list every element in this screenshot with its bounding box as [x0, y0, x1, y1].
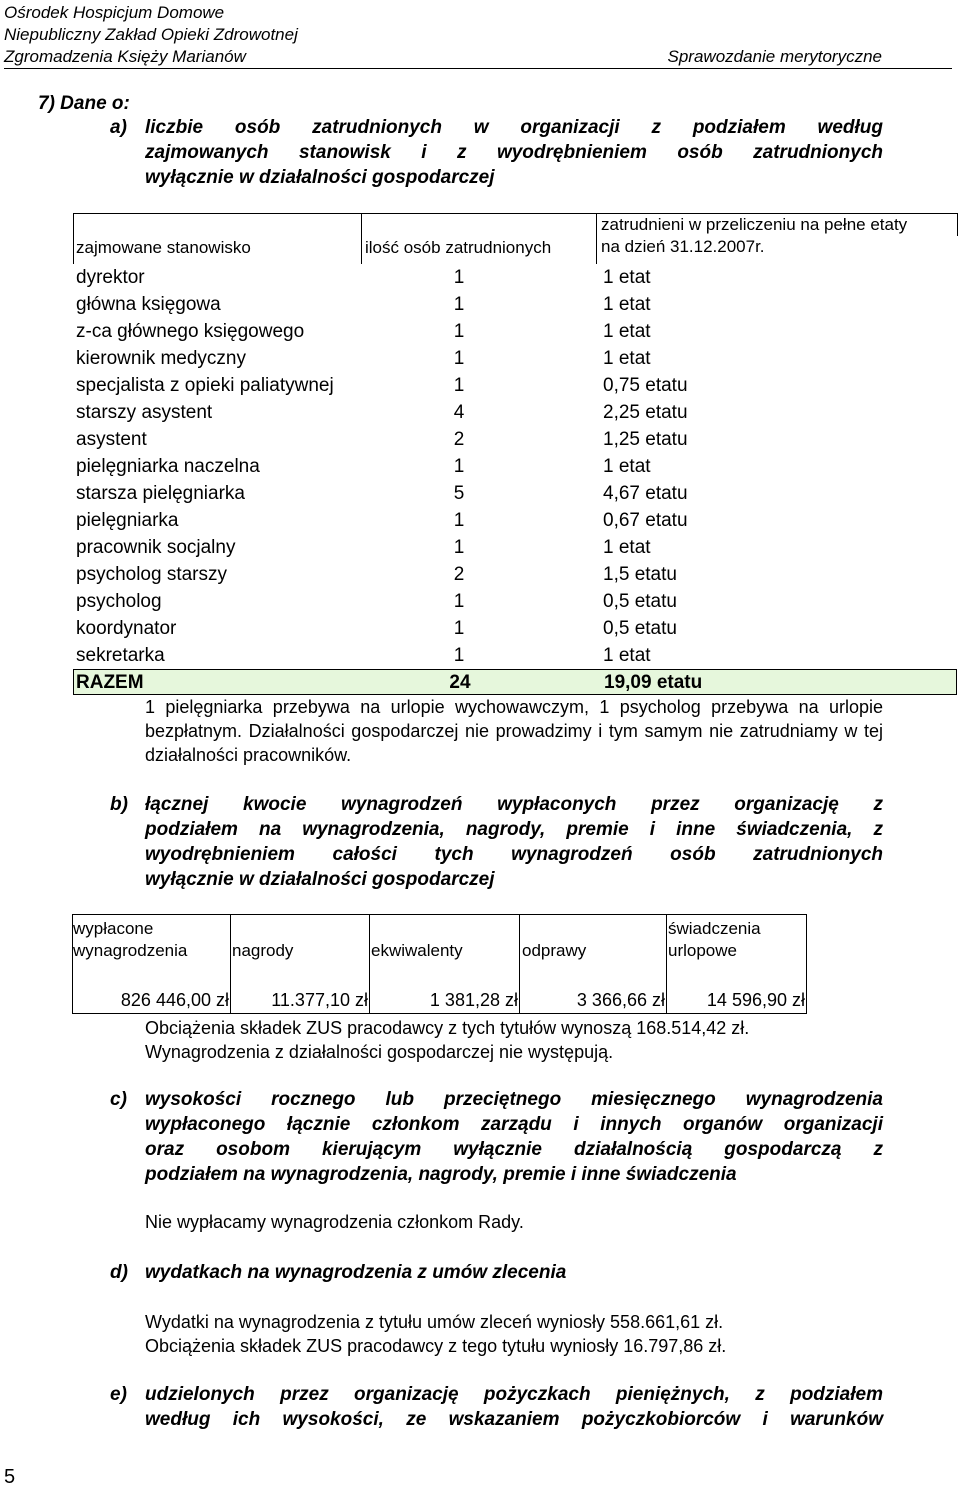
document-type: Sprawozdanie merytoryczne — [667, 47, 882, 66]
header-fte-line2: na dzień 31.12.2007r. — [601, 237, 765, 256]
page-number: 5 — [4, 1466, 16, 1488]
table-row — [73, 291, 958, 318]
salary-column-severance — [520, 914, 667, 1014]
header-wages-line1: wypłacone — [73, 919, 154, 938]
table-row — [73, 507, 958, 534]
table-row — [73, 453, 958, 480]
row-position: koordynator — [76, 618, 177, 639]
salary-column-wages — [72, 914, 231, 1014]
row-count: 1 — [453, 510, 465, 531]
item-a-line3: wyłącznie w działalności gospodarczej — [145, 167, 495, 188]
row-fte: 1 etat — [603, 321, 651, 342]
header-fte — [601, 214, 957, 258]
table-row — [73, 561, 958, 588]
table-row — [73, 372, 958, 399]
table-row — [73, 264, 958, 291]
row-position: psycholog — [76, 591, 162, 612]
row-position: główna księgowa — [76, 294, 221, 315]
row-fte: 1 etat — [603, 456, 651, 477]
row-position: starszy asystent — [76, 402, 213, 423]
item-b-line2: podziałem na wynagrodzenia, nagrody, premie i inne świadczenia, z — [145, 819, 883, 840]
row-position: pielęgniarka naczelna — [76, 456, 260, 477]
item-d-line1: wydatkach na wynagrodzenia z umów zlecenia — [145, 1262, 567, 1283]
organization-type: Niepubliczny Zakład Opieki Zdrowotnej — [4, 25, 298, 44]
row-position: kierownik medyczny — [76, 348, 246, 369]
header-divider — [4, 68, 952, 69]
row-count: 1 — [453, 348, 465, 369]
value-equivalents: 1 381,28 zł — [429, 990, 518, 1010]
item-b-line3: wyodrębnieniem całości tych wynagrodzeń osób zatrudnionych — [145, 844, 883, 865]
item-c-line2: wypłaconego łącznie członkom zarządu i innych organów organizacji — [145, 1114, 883, 1135]
item-e-line1: udzielonych przez organizację pożyczkach pieniężnych, z podziałem — [145, 1384, 883, 1405]
row-fte: 0,5 etatu — [603, 618, 677, 639]
row-position: dyrektor — [76, 267, 145, 288]
row-fte: 1,5 etatu — [603, 564, 677, 585]
organization-name: Ośrodek Hospicjum Domowe — [4, 3, 225, 22]
row-fte: 0,75 etatu — [603, 375, 688, 396]
row-count: 1 — [453, 456, 465, 477]
row-position: pielęgniarka — [76, 510, 179, 531]
row-position: starsza pielęgniarka — [76, 483, 245, 504]
table-border — [957, 214, 958, 236]
table-total-row — [73, 669, 957, 695]
item-b-line1: łącznej kwocie wynagrodzeń wypłaconych przez organizację z — [145, 794, 883, 815]
row-position: z-ca głównego księgowego — [76, 321, 305, 342]
salary-table — [72, 914, 807, 1014]
row-count: 2 — [453, 429, 465, 450]
item-c-marker: c) — [110, 1089, 127, 1110]
row-count: 5 — [453, 483, 465, 504]
employment-table-header — [73, 213, 958, 264]
row-position: asystent — [76, 429, 147, 450]
row-fte: 0,67 etatu — [603, 510, 688, 531]
organization-congregation: Zgromadzenia Księży Marianów — [4, 47, 246, 66]
row-count: 1 — [453, 591, 465, 612]
salary-column-equivalents — [370, 914, 520, 1014]
salary-column-awards — [231, 914, 370, 1014]
row-count: 4 — [453, 402, 465, 423]
header-awards: nagrody — [232, 941, 294, 960]
table-border — [596, 214, 597, 264]
row-position: psycholog starszy — [76, 564, 228, 585]
salary-column-vacation — [667, 914, 807, 1014]
value-wages: 826 446,00 zł — [120, 990, 229, 1010]
total-label: RAZEM — [76, 672, 144, 693]
table-row — [73, 345, 958, 372]
header-count: ilość osób zatrudnionych — [365, 238, 552, 257]
table-row — [73, 480, 958, 507]
row-count: 1 — [453, 537, 465, 558]
section-title: 7) Dane o: — [38, 93, 130, 114]
row-count: 1 — [453, 618, 465, 639]
row-fte: 1 etat — [603, 645, 651, 666]
value-vacation: 14 596,90 zł — [706, 990, 805, 1010]
item-a-line2: zajmowanych stanowisk i z wyodrębnieniem osób zatrudnionych — [145, 142, 883, 163]
total-fte: 19,09 etatu — [604, 672, 703, 693]
header-vacation-line2: urlopowe — [668, 941, 737, 960]
item-b-line4: wyłącznie w działalności gospodarczej — [145, 869, 495, 890]
note-employment: 1 pielęgniarka przebywa na urlopie wychowawczym, 1 psycholog przebywa na urlopie bezpłatnym. Działalności gospodarczej nie prowadzimy i tym samym nie zatrudniamy w tej działalności pracowników. — [145, 697, 883, 765]
note-commission-contracts: Wydatki na wynagrodzenia z tytułu umów zleceń wyniosły 558.661,61 zł. — [145, 1312, 724, 1332]
row-fte: 4,67 etatu — [603, 483, 688, 504]
row-count: 1 — [453, 321, 465, 342]
item-c-line3: oraz osobom kierującym wyłącznie działalnością gospodarczą z — [145, 1139, 883, 1160]
item-a-line1: liczbie osób zatrudnionych w organizacji z podziałem według — [145, 117, 883, 138]
row-fte: 1 etat — [603, 294, 651, 315]
header-wages-line2: wynagrodzenia — [73, 941, 188, 960]
table-row — [73, 642, 958, 669]
item-e-line2: według ich wysokości, ze wskazaniem pożyczkobiorców i warunków — [145, 1409, 883, 1430]
item-c-line4: podziałem na wynagrodzenia, nagrody, premie i inne świadczenia — [145, 1164, 737, 1185]
value-severance: 3 366,66 zł — [576, 990, 665, 1010]
employment-table — [73, 213, 958, 695]
table-row — [73, 615, 958, 642]
table-row — [73, 399, 958, 426]
table-row — [73, 426, 958, 453]
row-position: sekretarka — [76, 645, 165, 666]
item-e-marker: e) — [110, 1384, 127, 1405]
table-border — [73, 214, 74, 264]
note-business-wages: Wynagrodzenia z działalności gospodarczej nie występują. — [145, 1042, 614, 1062]
row-count: 1 — [453, 294, 465, 315]
row-count: 1 — [453, 375, 465, 396]
header-equivalents: ekwiwalenty — [371, 941, 463, 960]
table-border — [361, 214, 362, 264]
header-vacation-line1: świadczenia — [668, 919, 761, 938]
row-fte: 0,5 etatu — [603, 591, 677, 612]
item-b-marker: b) — [110, 794, 128, 815]
item-d-marker: d) — [110, 1262, 128, 1283]
row-fte: 1 etat — [603, 267, 651, 288]
note-zus-contributions: Obciążenia składek ZUS pracodawcy z tych tytułów wynoszą 168.514,42 zł. — [145, 1018, 750, 1038]
row-position: pracownik socjalny — [76, 537, 236, 558]
table-row — [73, 534, 958, 561]
row-fte: 1 etat — [603, 537, 651, 558]
note-board-remuneration: Nie wypłacamy wynagrodzenia członkom Rady. — [145, 1212, 524, 1232]
row-count: 2 — [453, 564, 465, 585]
note-commission-zus: Obciążenia składek ZUS pracodawcy z tego tytułu wyniosły 16.797,86 zł. — [145, 1336, 727, 1356]
row-position: specjalista z opieki paliatywnej — [76, 375, 334, 396]
row-count: 1 — [453, 645, 465, 666]
table-row — [73, 588, 958, 615]
value-awards: 11.377,10 zł — [271, 990, 368, 1010]
item-a-marker: a) — [110, 117, 127, 138]
row-fte: 2,25 etatu — [603, 402, 688, 423]
row-fte: 1 etat — [603, 348, 651, 369]
header-fte-line1: zatrudnieni w przeliczeniu na pełne etaty — [601, 215, 908, 234]
total-count: 24 — [449, 672, 471, 693]
row-count: 1 — [453, 267, 465, 288]
item-c-line1: wysokości rocznego lub przeciętnego miesięcznego wynagrodzenia — [145, 1089, 883, 1110]
row-fte: 1,25 etatu — [603, 429, 688, 450]
header-position: zajmowane stanowisko — [76, 238, 251, 257]
table-row — [73, 318, 958, 345]
header-severance: odprawy — [522, 941, 587, 960]
